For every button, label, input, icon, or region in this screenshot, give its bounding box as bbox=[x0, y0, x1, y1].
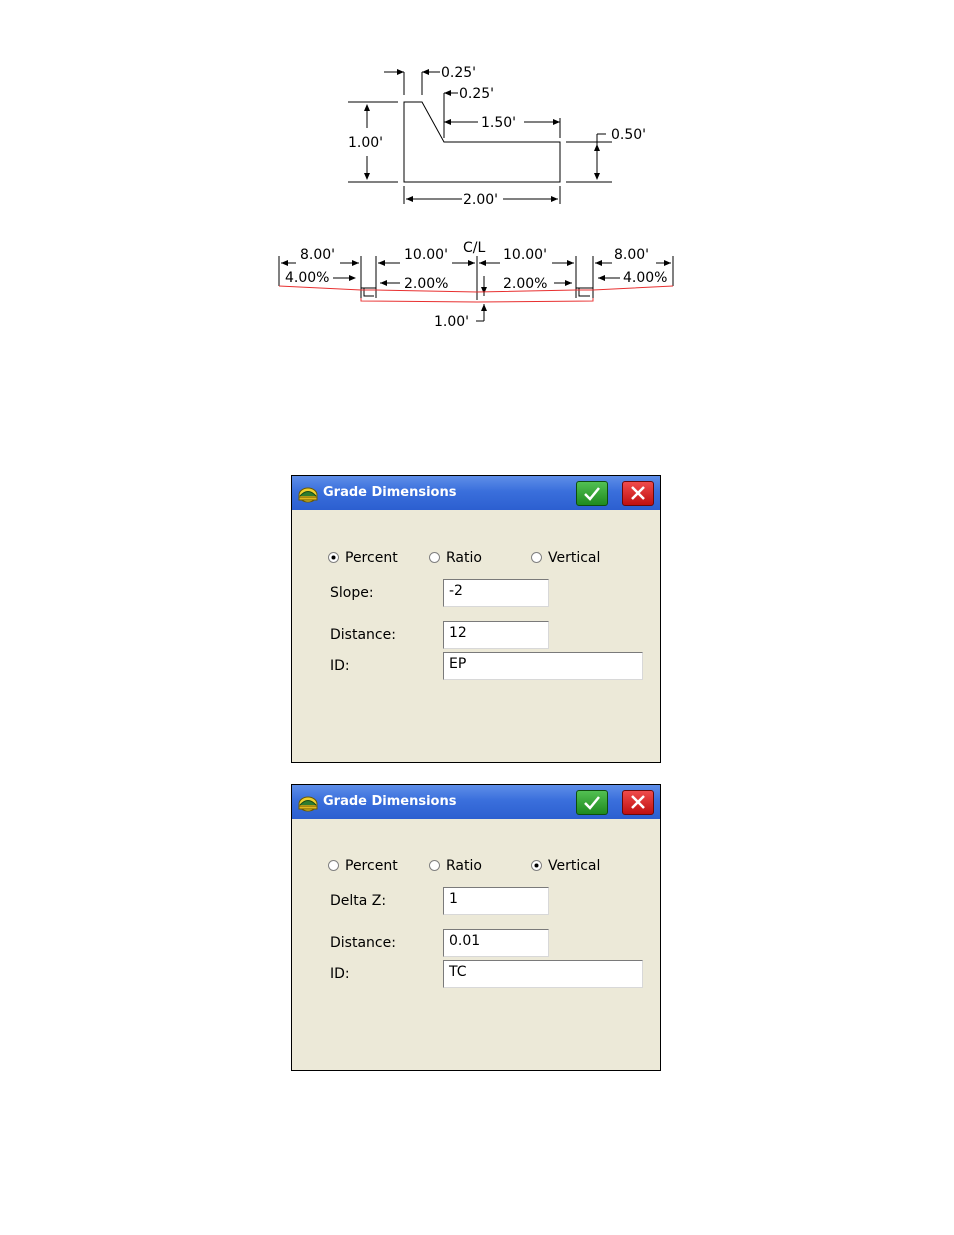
section-centerline: C/L bbox=[463, 240, 486, 256]
curb-dim-top-right: 0.25' bbox=[459, 86, 495, 102]
section-left-outer-width: 8.00' bbox=[300, 247, 336, 263]
dialog-title: Grade Dimensions bbox=[323, 794, 457, 809]
id-label: ID: bbox=[330, 966, 350, 982]
checkmark-icon bbox=[583, 485, 601, 502]
ratio-label: Ratio bbox=[446, 550, 482, 566]
section-right-outer-width: 8.00' bbox=[614, 247, 650, 263]
curb-dim-gutter-width: 1.50' bbox=[481, 115, 517, 131]
distance-label: Distance: bbox=[330, 935, 396, 951]
delta-z-label: Delta Z: bbox=[330, 893, 387, 909]
radio-selected-icon bbox=[531, 860, 542, 871]
delta-z-input[interactable]: 1 bbox=[443, 887, 549, 915]
radio-unselected-icon bbox=[531, 552, 542, 563]
dialog-title: Grade Dimensions bbox=[323, 485, 457, 500]
percent-label: Percent bbox=[345, 858, 398, 874]
section-depth: 1.00' bbox=[434, 314, 470, 330]
radio-selected-icon bbox=[328, 552, 339, 563]
curb-dim-base-width: 2.00' bbox=[463, 192, 499, 208]
distance-input[interactable]: 0.01 bbox=[443, 929, 549, 957]
distance-label: Distance: bbox=[330, 627, 396, 643]
title-bar bbox=[292, 785, 660, 819]
id-label: ID: bbox=[330, 658, 350, 674]
curb-and-road-drawing bbox=[0, 0, 954, 360]
road-surface-line bbox=[279, 286, 673, 292]
ratio-label: Ratio bbox=[446, 858, 482, 874]
section-right-inner-slope: 2.00% bbox=[503, 276, 548, 292]
section-left-outer-slope: 4.00% bbox=[285, 270, 330, 286]
section-right-outer-slope: 4.00% bbox=[623, 270, 668, 286]
cancel-button[interactable] bbox=[622, 790, 654, 815]
radio-unselected-icon bbox=[429, 860, 440, 871]
id-input[interactable]: TC bbox=[443, 960, 643, 988]
title-bar bbox=[292, 476, 660, 510]
curb-dim-gutter-depth: 0.50' bbox=[611, 127, 647, 143]
id-input[interactable]: EP bbox=[443, 652, 643, 680]
app-helmet-icon bbox=[297, 483, 319, 505]
close-icon bbox=[629, 794, 647, 811]
section-left-inner-slope: 2.00% bbox=[404, 276, 449, 292]
vertical-label: Vertical bbox=[548, 550, 601, 566]
app-helmet-icon bbox=[297, 792, 319, 814]
percent-label: Percent bbox=[345, 550, 398, 566]
checkmark-icon bbox=[583, 794, 601, 811]
slope-input[interactable]: -2 bbox=[443, 579, 549, 607]
radio-unselected-icon bbox=[328, 860, 339, 871]
distance-input[interactable]: 12 bbox=[443, 621, 549, 649]
section-right-inner-width: 10.00' bbox=[503, 247, 547, 263]
slope-label: Slope: bbox=[330, 585, 374, 601]
ok-button[interactable] bbox=[576, 481, 608, 506]
curb-dim-top-left: 0.25' bbox=[441, 65, 477, 81]
curb-dim-height: 1.00' bbox=[348, 135, 384, 151]
grade-dimensions-dialog-percent bbox=[291, 475, 661, 763]
ok-button[interactable] bbox=[576, 790, 608, 815]
curb-profile bbox=[404, 102, 560, 182]
grade-dimensions-dialog-vertical bbox=[291, 784, 661, 1071]
vertical-label: Vertical bbox=[548, 858, 601, 874]
cancel-button[interactable] bbox=[622, 481, 654, 506]
close-icon bbox=[629, 485, 647, 502]
section-left-inner-width: 10.00' bbox=[404, 247, 448, 263]
radio-unselected-icon bbox=[429, 552, 440, 563]
